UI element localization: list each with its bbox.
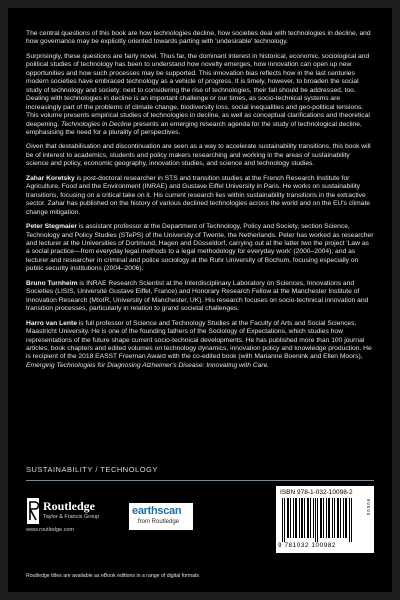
book-title-italic: Emerging Technologies for Diagnosing Alzheimer's Disease: Innovating with Care. <box>26 361 270 369</box>
description-paragraph-2-end: presents an emerging research agenda for the study of technological decline, emphasising the need for a plurality of perspectives. <box>26 120 362 136</box>
book-title-italic: Technologies in Decline <box>60 120 132 128</box>
side-price-code <box>358 499 372 547</box>
publisher-name: Routledge <box>43 499 95 513</box>
barcode-digits: 9 781032 100982 <box>278 542 337 549</box>
author-bio <box>26 175 374 217</box>
author-bio-text: is INRAE Research Scientist at the Interdisciplinary Laboratory on Sciences, Innovations and Societies (LISIS, Université Gustave Eiffel, France) and Honorary Research Fellow at the Manchester Institute of Innovation Research (MIoIR, University of Manchester, UK). His research focuses on socio-technical innovation and transition processes, particularly in relation to grand societal challenges. <box>26 279 369 313</box>
author-bio <box>26 320 374 371</box>
earthscan-logo <box>129 503 193 530</box>
barcode-icon <box>280 498 356 542</box>
imprint-name: earthscan <box>132 505 182 517</box>
subject-category: SUSTAINABILITY / TECHNOLOGY <box>26 465 158 474</box>
author-bio <box>26 223 374 274</box>
author-bio-text: is full professor of Science and Technology Studies at the Faculty of Arts and Social Sciences, Maastricht University. He is one of the founding fathers of the Sociology of Expectations, which studies how representations of the future shape current socio-technical developments. He has published more than 100 journal articles, book chapters and edited volumes on technology dynamics, innovation policy and knowledge production. He is recipient of the 2018 EASST Freeman Award with the co-edited book (with Marianne Boenink and Ellen Moors), <box>26 319 372 361</box>
divider-line <box>26 480 374 481</box>
description-paragraph-1: The central questions of this book are how technologies decline, how societies deal with technologies in decline, and how governance may be explicitly oriented towards parting with 'undesirable' technology. <box>26 30 371 46</box>
author-name: Peter Stegmaier <box>26 223 77 231</box>
author-name: Harro van Lente <box>26 319 77 327</box>
back-cover-text <box>26 30 374 376</box>
description-paragraph-2-text: Surprisingly, these questions are fairly novel. Thus far, the dominant interest in historical, economic, sociological and political studies of technology has been to understand how novelty emerges, how innovation can open up new opportunities and how such processes may be supported. This innovation bias reflects how in the last centuries modern societies have embraced technology as a vehicle of progress. It is timely, however, to broaden the social study of technology and society: next to considering the rise of technologies, their fall should be addressed, too. Dealing with technologies in decline is an important challenge or our times, as socio-technical systems are increasingly part of the problems of climate change, biodiversity loss, social inequalities and geo-political tensions. This volume presents empirical studies of technologies in decline, as well as conceptual clarifications and theoretical deepening. <box>26 52 370 128</box>
ebook-note: Routledge titles are available as eBook editions in a range of digital formats <box>26 573 200 579</box>
imprint-from: from Routledge <box>138 519 180 525</box>
publisher-url: www.routledge.com <box>26 527 74 533</box>
author-bio-text: is assistant professor at the Department of Technology, Policy and Society, section Science, Technology and Policy Studies (STePS) of the University of Twente, the Netherlands. Peter has worked as researcher and lecturer at the Universities of Dortmund, Hagen and Düsseldorf, carrying out at the latter two the project 'Law as a social practice—from everyday legal methods to a legal methodology for everyday work' (2000–2004); and as lecturer and researcher in criminal and police sociology at the Ruhr University of Bochum, focusing especially on public security institutions (2004–2006). <box>26 223 374 273</box>
routledge-icon <box>26 498 40 524</box>
routledge-logo <box>26 496 126 536</box>
isbn-label: ISBN 978-1-032-10098-2 <box>280 489 353 496</box>
author-bio <box>26 280 374 314</box>
description-paragraph-3: Given that destabilisation and discontinuation are seen as a way to accelerate sustainability transitions, this book will be of interest to academics, students and policy makers researching and working in the areas of sustainability science and policy, economic geography, innovation studies, and science and technology studies. <box>26 143 371 168</box>
author-bio-text: is post-doctoral researcher in STS and transition studies at the French Research Institute for Agriculture, Food and the Environment (INRAE) and Gustave Eiffel University in Paris. He works on sustainability transitions, focusing on a critical take on it. His current research lies within sustainability transitions in the extractive sector. Zahar has published on the history of various declined technologies across the world and on the EU's climate change mitigation. <box>26 174 371 216</box>
side-price-code-text: 9 0 0 0 0 <box>366 499 371 516</box>
publisher-group: Taylor & Francis Group <box>43 514 100 520</box>
isbn-barcode-box <box>276 486 374 553</box>
author-name: Zahar Koretsky <box>26 174 75 182</box>
author-name: Bruno Turnheim <box>26 279 78 287</box>
description-paragraph-2 <box>26 53 374 138</box>
